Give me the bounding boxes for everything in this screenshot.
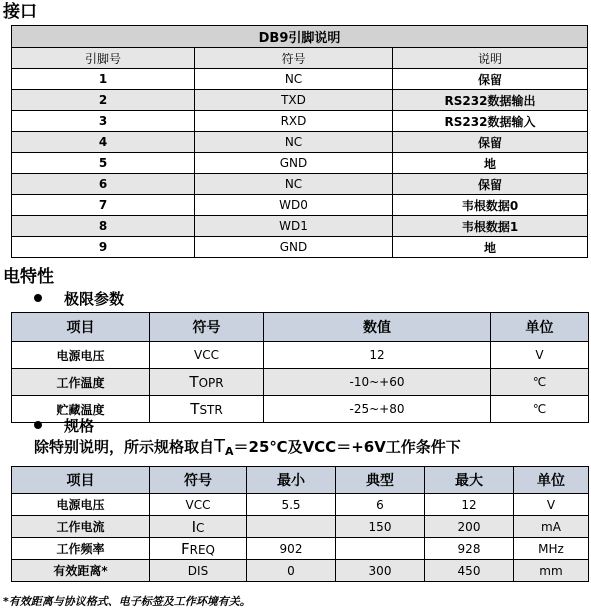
column-header: 符号: [150, 313, 264, 342]
pin-symbol: WD1: [195, 216, 393, 237]
pin-symbol: NC: [195, 132, 393, 153]
spec-min: [247, 516, 336, 538]
param-symbol: TOPR: [150, 369, 264, 396]
spec-max: 12: [425, 494, 514, 516]
spec-symbol: VCC: [150, 494, 247, 516]
table-row: [12, 153, 588, 174]
table-row: [12, 216, 588, 237]
spec-item: 工作电流: [12, 516, 150, 538]
pin-description: 韦根数据0: [393, 195, 588, 216]
table-row: [12, 516, 589, 538]
pin-description: 地: [393, 153, 588, 174]
pin-symbol: TXD: [195, 90, 393, 111]
column-header: 说明: [393, 48, 588, 69]
spec-typ: 6: [336, 494, 425, 516]
spec-unit: mm: [514, 560, 589, 582]
param-item: 电源电压: [12, 342, 150, 369]
pin-number: 5: [12, 153, 195, 174]
param-unit: V: [491, 342, 589, 369]
spec-typ: 150: [336, 516, 425, 538]
pin-symbol: GND: [195, 237, 393, 258]
pin-symbol: RXD: [195, 111, 393, 132]
pin-symbol: NC: [195, 69, 393, 90]
table-caption: DB9引脚说明: [12, 26, 588, 48]
spec-item: 有效距离*: [12, 560, 150, 582]
param-item: 工作温度: [12, 369, 150, 396]
column-header: 项目: [12, 313, 150, 342]
pin-symbol: NC: [195, 174, 393, 195]
pin-description: RS232数据输入: [393, 111, 588, 132]
pin-description: 保留: [393, 69, 588, 90]
column-header: 符号: [150, 467, 247, 494]
column-header: 单位: [514, 467, 589, 494]
param-unit: ℃: [491, 369, 589, 396]
pin-number: 7: [12, 195, 195, 216]
bullet-icon: [34, 421, 42, 429]
pin-number: 4: [12, 132, 195, 153]
column-header: 最大: [425, 467, 514, 494]
spec-min: 0: [247, 560, 336, 582]
spec-item: 工作频率: [12, 538, 150, 560]
pin-description: 保留: [393, 174, 588, 195]
pin-description: 韦根数据1: [393, 216, 588, 237]
specs-table: [11, 466, 589, 582]
param-value: -25~+80: [264, 396, 491, 423]
table-row: [12, 369, 589, 396]
spec-condition: 除特别说明，所示规格取自$T_A=25℃$及VCC＝+6V工作条件下: [34, 436, 461, 458]
table-row: [12, 195, 588, 216]
bullet-icon: [34, 294, 42, 302]
spec-unit: mA: [514, 516, 589, 538]
table-row: [12, 396, 589, 423]
table-row: [12, 342, 589, 369]
section-title-electrical: 电特性: [3, 267, 54, 287]
column-header: 典型: [336, 467, 425, 494]
spec-unit: V: [514, 494, 589, 516]
limits-table: [11, 312, 589, 423]
table-row: [12, 494, 589, 516]
pin-number: 1: [12, 69, 195, 90]
column-header: 符号: [195, 48, 393, 69]
column-header: 数值: [264, 313, 491, 342]
table-row: [12, 237, 588, 258]
footnote: *有效距离与协议格式、电子标签及工作环境有关。: [3, 595, 251, 608]
param-value: -10~+60: [264, 369, 491, 396]
table-row: [12, 90, 588, 111]
table-row: [12, 560, 589, 582]
pin-description: RS232数据输出: [393, 90, 588, 111]
param-item: 贮藏温度: [12, 396, 150, 423]
spec-typ: [336, 538, 425, 560]
pin-number: 2: [12, 90, 195, 111]
spec-symbol: IC: [150, 516, 247, 538]
column-header: 引脚号: [12, 48, 195, 69]
pin-number: 6: [12, 174, 195, 195]
spec-unit: MHz: [514, 538, 589, 560]
table-row: [12, 69, 588, 90]
pin-number: 8: [12, 216, 195, 237]
param-value: 12: [264, 342, 491, 369]
column-header: 最小: [247, 467, 336, 494]
spec-min: 902: [247, 538, 336, 560]
column-header: 项目: [12, 467, 150, 494]
pin-description: 地: [393, 237, 588, 258]
spec-symbol: FREQ: [150, 538, 247, 560]
limits-heading: 极限参数: [34, 290, 124, 308]
pin-symbol: WD0: [195, 195, 393, 216]
spec-typ: 300: [336, 560, 425, 582]
spec-max: 200: [425, 516, 514, 538]
spec-max: 450: [425, 560, 514, 582]
spec-max: 928: [425, 538, 514, 560]
table-row: [12, 174, 588, 195]
spec-item: 电源电压: [12, 494, 150, 516]
pin-description: 保留: [393, 132, 588, 153]
param-symbol: TSTR: [150, 396, 264, 423]
spec-min: 5.5: [247, 494, 336, 516]
pin-number: 9: [12, 237, 195, 258]
spec-symbol: DIS: [150, 560, 247, 582]
pin-symbol: GND: [195, 153, 393, 174]
table-row: [12, 538, 589, 560]
param-symbol: VCC: [150, 342, 264, 369]
table-row: [12, 111, 588, 132]
column-header: 单位: [491, 313, 589, 342]
specs-heading: 规格: [34, 417, 94, 435]
db9-pin-table: [11, 25, 588, 258]
table-row: [12, 132, 588, 153]
pin-number: 3: [12, 111, 195, 132]
param-unit: ℃: [491, 396, 589, 423]
section-title-interface: 接口: [3, 2, 37, 22]
